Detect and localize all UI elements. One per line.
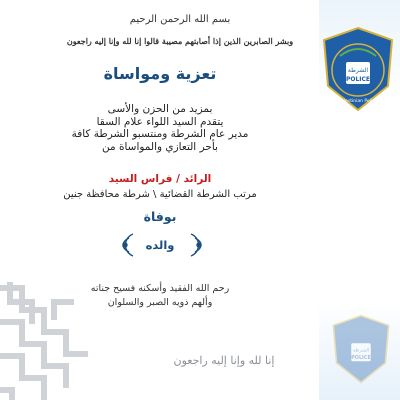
rank-and-name <box>0 173 320 185</box>
prayer-lines <box>0 282 320 310</box>
faded-emblem-police-text: POLICE <box>351 354 371 361</box>
page-title: تعزية ومواساة <box>103 64 217 83</box>
emblem-police-text: POLICE <box>345 76 371 83</box>
emblem-arabic-text: الشرطة <box>347 67 369 74</box>
prayer-line: رحم الله الفقيد وأسكنه فسيح جناته <box>90 283 230 294</box>
rank-title: الرائد <box>183 173 212 185</box>
announcement-lines <box>0 103 320 153</box>
announcement-line: مدير عام الشرطة ومنتسبو الشرطة كافة <box>71 128 249 140</box>
prayer-line: وألهم ذويه الصبر والسلوان <box>107 297 213 308</box>
faded-police-emblem-icon <box>330 314 392 384</box>
right-ornament-icon <box>187 232 211 258</box>
footer-calligraphy-text: إنا لله وإنا إليه راجعون <box>173 354 275 367</box>
position-line: مرتب الشرطة القضائية \ شرطة محافظة جنين <box>63 189 257 200</box>
announcement-line: بأحر التعازي والمواساة من <box>102 140 218 153</box>
emblem-ring-text: Palestinian Police <box>338 99 378 104</box>
relation-word: والده <box>145 238 175 252</box>
police-emblem-icon <box>320 26 396 112</box>
announcement-line: يتقدم السيد اللواء علام السقا <box>96 115 224 128</box>
person-name: فراس السيد <box>108 173 173 185</box>
faded-emblem-arabic-text: الشرطة <box>352 347 370 354</box>
basmala-text: بسم الله الرحمن الرحيم <box>129 14 231 25</box>
header-calligraphy <box>60 6 300 52</box>
verse-text: وبشر الصابرين الذين إذا أصابتهم مصيبة قالوا إنا لله وإنا إليه راجعون <box>66 36 294 46</box>
death-word: بوفاة <box>143 209 177 224</box>
rank-separator: / <box>176 173 180 185</box>
announcement-line: بمزيد من الحزن والأسى <box>107 103 213 115</box>
footer-calligraphy <box>172 338 276 378</box>
